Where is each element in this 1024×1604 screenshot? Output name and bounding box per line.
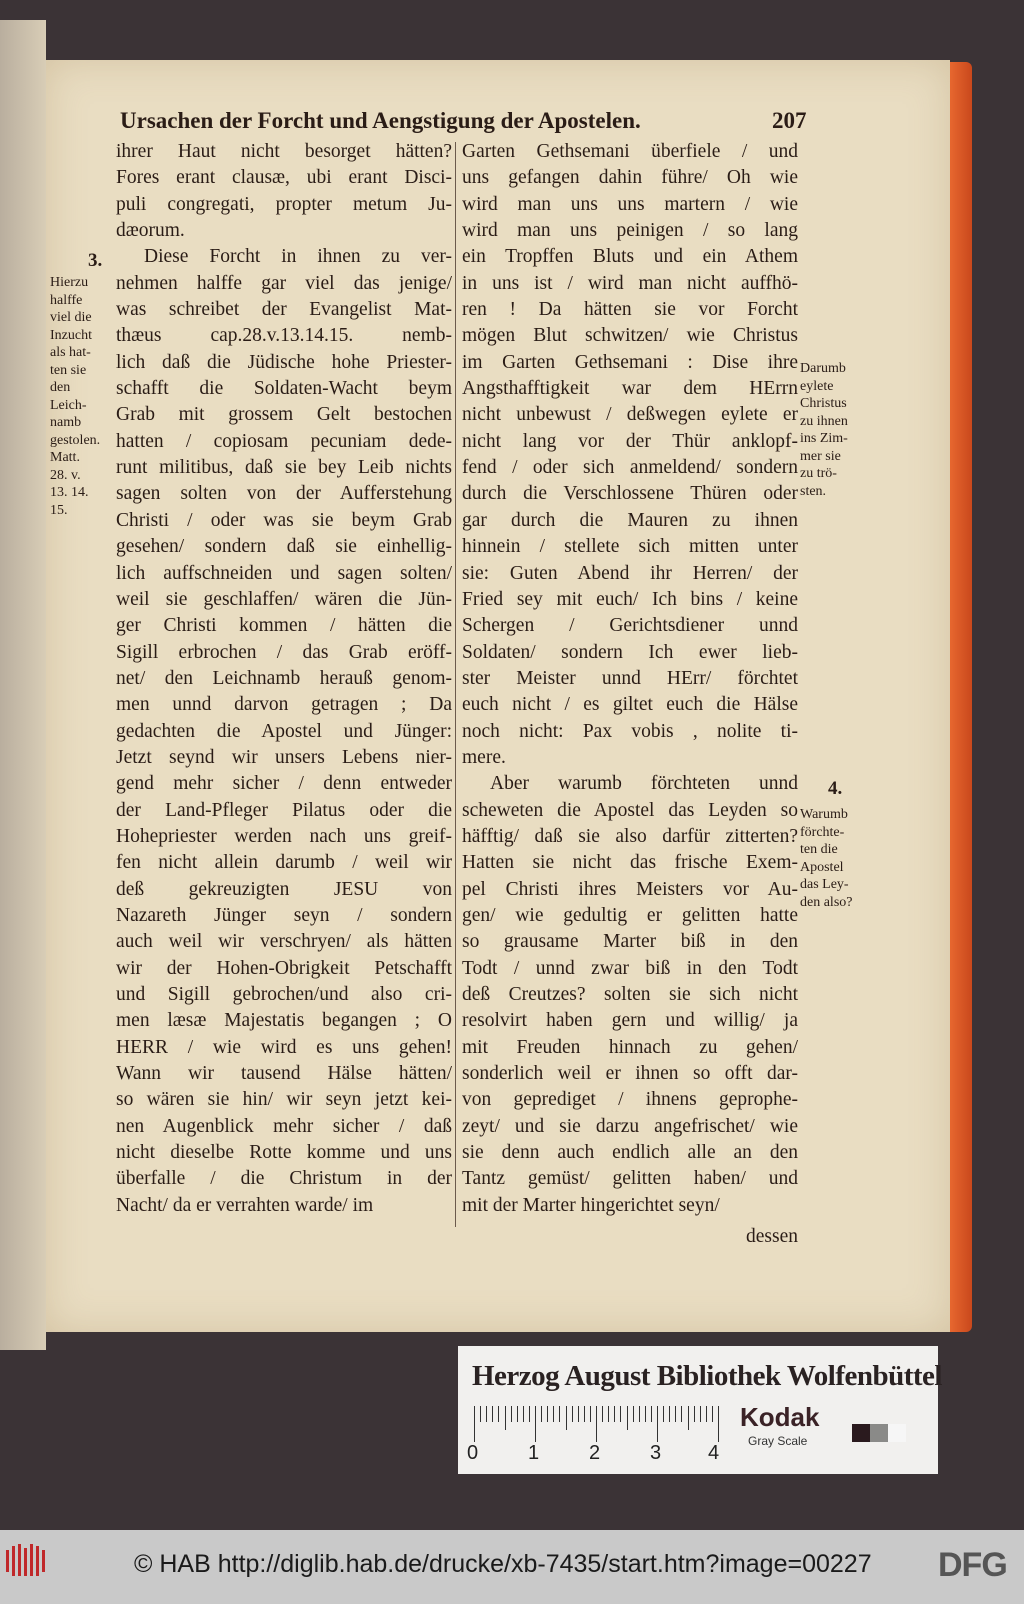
text-line: resolvirt haben gern und willig/ ja (462, 1010, 798, 1032)
margin-number-4 (828, 780, 842, 800)
ruler-label: 2 (589, 1442, 601, 1464)
text-line: hatten / copiosam pecuniam dede- (116, 430, 452, 452)
text-line: im Garten Gethsemani : Dise ihre (462, 351, 798, 373)
text-line: men læsæ Majestatis begangen ; O (116, 1010, 452, 1032)
text-line: ihrer Haut nicht besorget hätten? (116, 141, 452, 162)
margin-note-line: als hat- (50, 345, 91, 360)
right-text-column (462, 139, 798, 1219)
margin-note-line: Apostel (800, 859, 844, 875)
ruler-tick (498, 1406, 499, 1422)
text-line: auch weil wir verschryen/ als hätten (116, 931, 452, 953)
ruler-tick (663, 1406, 664, 1422)
ruler-tick (590, 1406, 591, 1422)
text-line: mit Freuden hinnach zu gehen/ (462, 1036, 798, 1058)
margin-note-line: 13. 14. (50, 485, 89, 500)
text-line: häfftig/ daß sie also darfür zitterten? (462, 825, 798, 847)
text-line: Soldaten/ sondern Ich ewer lieb- (462, 641, 798, 663)
dfg-logo: DFG (938, 1546, 1007, 1584)
text-line: fen nicht allein darumb / weil wir (116, 852, 452, 874)
kodak-logo: Kodak (740, 1402, 820, 1432)
text-line: Schergen / Gerichtsdiener unnd (462, 615, 798, 637)
running-header: Ursachen der Forcht und Aengstigung der Apostelen. (120, 108, 641, 133)
hab-logo-icon (4, 1542, 48, 1578)
ruler-tick (529, 1406, 530, 1422)
ruler-tick (633, 1406, 634, 1422)
margin-note-line: Warumb (800, 807, 848, 822)
gray-scale-label: Gray Scale (748, 1434, 808, 1448)
text-line: Nazareth Jünger seyn / sondern (116, 904, 452, 926)
text-line: der Land-Pfleger Pilatus oder die (116, 799, 452, 821)
text-line: so grausame Marter biß in den (462, 931, 798, 953)
page-number: 207 (772, 108, 807, 133)
ruler-tick (651, 1406, 652, 1422)
ruler-tick (517, 1406, 518, 1422)
catchword: dessen (746, 1226, 798, 1247)
text-line: gen/ wie gedultig er gelitten hatte (462, 904, 798, 926)
text-line: Grab mit grossem Gelt bestochen (116, 404, 452, 426)
ruler-tick (706, 1406, 707, 1422)
margin-note-line: ins Zim- (800, 431, 848, 446)
ruler-tick (480, 1406, 481, 1422)
text-line: Garten Gethsemani überfiele / und (462, 141, 798, 162)
ruler-tick (718, 1406, 719, 1442)
text-line: so wären sie hin/ wir seyn jetzt kei- (116, 1089, 452, 1111)
margin-note-line: ten die (800, 842, 838, 857)
text-line: lich daß die Jüdische hohe Priester- (116, 351, 452, 373)
margin-note-line: zu ihnen (800, 413, 848, 429)
text-line: nicht unbewust / deßwegen eylete er (462, 404, 798, 426)
text-line: Tantz gemüst/ gelitten haben/ und (462, 1168, 798, 1190)
section-number: 4. (828, 778, 843, 799)
page-edge-orange (950, 62, 972, 1332)
text-line: Nacht/ da er verrahten warde/ im (116, 1194, 374, 1216)
text-line: ren ! Da hätten sie vor Forcht (462, 299, 798, 321)
ruler-tick (639, 1406, 640, 1422)
text-line: sie denn auch endlich alle an den (462, 1142, 798, 1164)
ruler-tick (657, 1406, 658, 1442)
ruler-tick (511, 1406, 512, 1422)
text-line: hinnein / stellete sich mitten unter (462, 536, 798, 558)
text-line: net/ den Leichnamb herauß genom- (116, 667, 452, 689)
text-line: gedachten die Apostel und Jünger: (116, 720, 452, 742)
text-line: sie: Guten Abend ihr Herren/ der (462, 562, 798, 584)
ruler-tick (492, 1406, 493, 1422)
text-line: deß Creutzes? solten sie sich nicht (462, 984, 798, 1005)
margin-note-line: 15. (50, 502, 68, 518)
text-line: nen Augenblick mehr sicher / daß (116, 1115, 452, 1137)
text-line: Sigill erbrochen / das Grab eröff- (116, 641, 452, 663)
text-line: ster Meister unnd HErr/ förchtet (462, 667, 798, 689)
ruler-label: 3 (650, 1442, 662, 1464)
text-line: mit der Marter hingerichtet seyn/ (462, 1194, 720, 1216)
text-line: Todt / unnd zwar biß in den Todt (462, 957, 798, 979)
ruler-tick (675, 1406, 676, 1422)
margin-note-line: Darumb (800, 361, 846, 376)
text-line: deß gekreuzigten JESU von (116, 878, 452, 900)
text-line: was schreibet der Evangelist Mat- (116, 299, 452, 321)
ruler-tick (523, 1406, 524, 1422)
ruler-tick (572, 1406, 573, 1422)
text-line: und Sigill gebrochen/und also cri- (116, 984, 452, 1005)
margin-note-line: 28. v. (50, 467, 81, 483)
ruler-tick (559, 1406, 560, 1422)
margin-note-line: eylete (800, 378, 834, 394)
margin-number-3 (88, 252, 102, 272)
text-line: Christi / oder was sie beym Grab (116, 509, 452, 531)
ruler-tick (602, 1406, 603, 1422)
margin-note-line: halffe (50, 292, 83, 308)
text-line: scheweten die Apostel das Leyden so (462, 799, 798, 821)
ruler-tick (669, 1406, 670, 1422)
text-line: Diese Forcht in ihnen zu ver- (144, 246, 452, 268)
text-line: men unnd darvon getragen ; Da (116, 694, 452, 716)
text-line: Angsthafftigkeit war dem HErrn (462, 378, 798, 400)
ruler-tick (474, 1406, 475, 1442)
text-line: gesehen/ sondern daß sie einhellig- (116, 536, 452, 558)
margin-note-line: Christus (800, 396, 847, 411)
text-line: noch nicht: Pax vobis , nolite ti- (462, 720, 798, 742)
margin-note-line: zu trö- (800, 466, 837, 481)
gray-swatch-dark (852, 1424, 870, 1442)
source-link[interactable]: © HAB http://diglib.hab.de/drucke/xb-7435/start.htm?image=00227 (134, 1550, 872, 1578)
left-margin-note (50, 274, 100, 519)
ruler-tick (566, 1406, 567, 1430)
ruler-tick (553, 1406, 554, 1422)
ruler-tick (535, 1406, 536, 1442)
text-line: ein Tropffen Bluts und ein Athem (462, 246, 798, 268)
ruler-tick (596, 1406, 597, 1442)
text-line: HERR / wie wird es uns gehen! (116, 1036, 452, 1058)
text-line: gar durch die Mauren zu ihnen (462, 509, 798, 531)
text-line: nehmen halffe gar viel das jenige/ (116, 272, 452, 294)
ruler-tick (584, 1406, 585, 1422)
ruler-tick (620, 1406, 621, 1422)
text-line: Jetzt seynd wir unsers Lebens nier- (116, 746, 452, 768)
text-line: mögen Blut schwitzen/ wie Christus (462, 325, 798, 347)
text-line: Fried sey mit euch/ Ich bins / keine (462, 588, 798, 610)
margin-note-line: sten. (800, 483, 827, 499)
text-line: schafft die Soldaten-Wacht beym (116, 378, 452, 400)
ruler-tick (547, 1406, 548, 1422)
text-line: Wann wir tausend Hälse hätten/ (116, 1063, 452, 1085)
text-line: zeyt/ und sie darzu angefrischet/ wie (462, 1115, 798, 1137)
library-color-card (458, 1346, 942, 1474)
text-line: nicht dieselbe Rotte komme und uns (116, 1142, 452, 1164)
text-line: thæus cap.28.v.13.14.15. nemb- (116, 325, 452, 347)
text-line: uns gefangen dahin führe/ Oh wie (462, 167, 798, 189)
margin-note-line: viel die (50, 310, 92, 325)
ruler-tick (505, 1406, 506, 1430)
margin-note-line: gestolen. (50, 432, 101, 448)
scale-ruler (472, 1406, 722, 1446)
facing-page-edge (0, 20, 46, 1350)
margin-note-line: Leich- (50, 397, 87, 413)
text-line: mere. (462, 746, 506, 768)
ruler-tick (541, 1406, 542, 1422)
ruler-tick (627, 1406, 628, 1430)
ruler-tick (694, 1406, 695, 1422)
text-line: von geprediget / ihnens geprophe- (462, 1089, 798, 1111)
text-line: gend mehr sicher / denn entweder (116, 773, 452, 795)
margin-note-line: das Ley- (800, 877, 849, 892)
text-line: dæorum. (116, 220, 185, 242)
column-divider (455, 142, 456, 1227)
text-line: Fores erant clausæ, ubi erant Disci- (116, 167, 452, 189)
ruler-label: 4 (708, 1442, 720, 1464)
gray-swatch-mid (870, 1424, 888, 1442)
text-line: euch nicht / es giltet euch die Hälse (462, 694, 798, 716)
margin-note-line: Matt. (50, 450, 80, 465)
text-line: lich auffschneiden und sagen solten/ (116, 562, 452, 584)
margin-note-line: Hierzu (50, 275, 89, 290)
margin-note-line: mer sie (800, 448, 841, 464)
ruler-label: 0 (467, 1442, 479, 1464)
text-line: puli congregati, propter metum Ju- (116, 193, 452, 215)
text-line: überfalle / die Christum in der (116, 1168, 452, 1190)
margin-note-line: ten sie (50, 362, 87, 378)
ruler-tick (681, 1406, 682, 1422)
text-line: nicht lang vor der Thür anklopf- (462, 430, 798, 452)
ruler-tick (608, 1406, 609, 1422)
text-line: wird man uns uns martern / wie (462, 193, 798, 215)
right-margin-note-2 (800, 806, 852, 911)
text-line: weil sie geschlaffen/ wären die Jün- (116, 588, 452, 610)
margin-note-line: Inzucht (50, 327, 92, 343)
ruler-tick (578, 1406, 579, 1422)
text-line: in uns ist / wird man nicht auffhö- (462, 272, 798, 294)
section-number: 3. (88, 250, 103, 271)
margin-note-line: den also? (800, 894, 853, 910)
text-line: Aber warumb förchteten unnd (490, 773, 798, 795)
ruler-tick (688, 1406, 689, 1430)
text-line: pel Christi ihres Meisters vor Au- (462, 878, 798, 900)
text-line: wird man uns peinigen / so lang (462, 220, 798, 242)
text-line: fend / oder sich anmeldend/ sondern (462, 457, 798, 479)
margin-note-line: namb (50, 415, 82, 430)
text-line: runt militibus, daß sie bey Leib nichts (116, 457, 452, 479)
text-line: sagen solten von der Aufferstehung (116, 483, 452, 505)
ruler-label: 1 (528, 1442, 540, 1464)
right-margin-note-1 (800, 360, 848, 500)
text-line: ger Christi kommen / hätten die (116, 615, 452, 637)
gray-swatch-light (888, 1424, 906, 1442)
ruler-tick (700, 1406, 701, 1422)
text-line: wir der Hohen-Obrigkeit Petschafft (116, 957, 452, 979)
text-line: durch die Verschlossene Thüren oder (462, 483, 798, 505)
margin-note-line: förchte- (800, 824, 845, 840)
left-text-column (116, 139, 452, 1219)
margin-note-line: den (50, 380, 71, 395)
ruler-tick (645, 1406, 646, 1422)
text-line: sonderlich weil er ihnen so offt dar- (462, 1063, 798, 1085)
ruler-tick (712, 1406, 713, 1422)
text-line: Hohepriester werden nach uns greif- (116, 825, 452, 847)
ruler-tick (614, 1406, 615, 1422)
text-line: Hatten sie nicht das frische Exem- (462, 852, 798, 874)
library-name: Herzog August Bibliothek Wolfenbüttel (472, 1360, 942, 1392)
footer-bar (0, 1530, 1024, 1604)
ruler-tick (486, 1406, 487, 1422)
